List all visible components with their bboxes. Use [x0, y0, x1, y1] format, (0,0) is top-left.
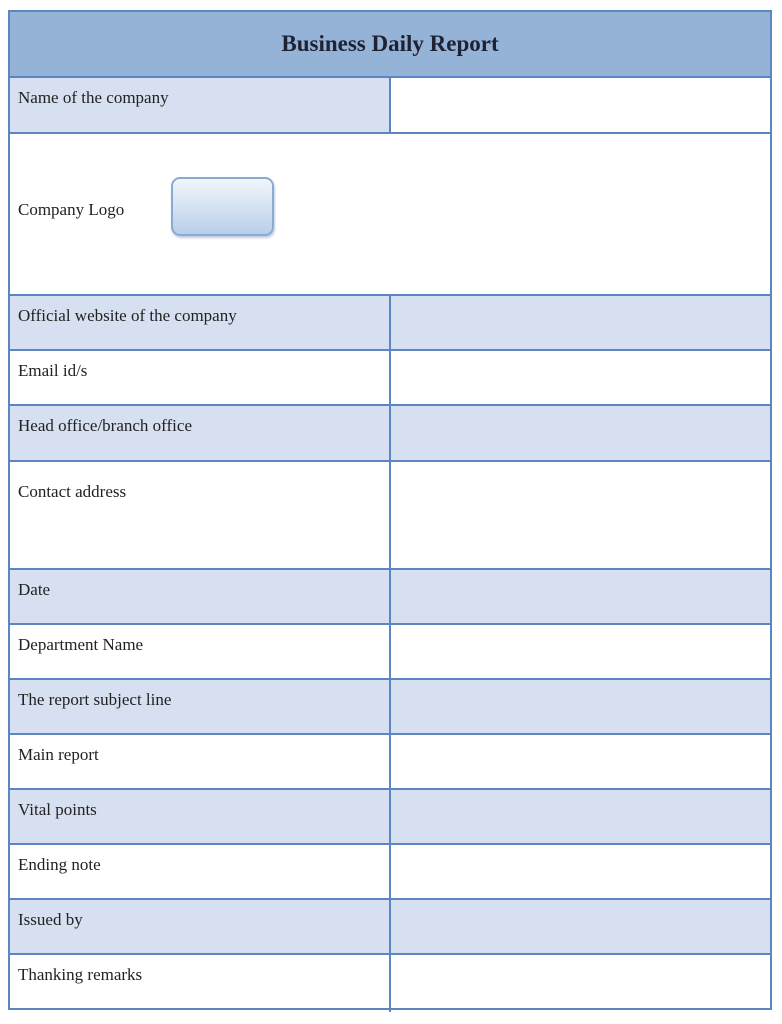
- issued-by-input[interactable]: [391, 900, 770, 953]
- department-input[interactable]: [391, 625, 770, 678]
- row-vital-points: [10, 790, 770, 845]
- field-label: Vital points: [10, 790, 391, 843]
- row-thanking: [10, 955, 770, 1012]
- field-label: Email id/s: [10, 351, 391, 404]
- field-label: Contact address: [10, 462, 391, 568]
- field-label: Thanking remarks: [10, 955, 391, 1012]
- address-input[interactable]: [391, 462, 770, 568]
- row-date: [10, 570, 770, 625]
- row-main-report: [10, 735, 770, 790]
- field-label: Department Name: [10, 625, 391, 678]
- form-title: Business Daily Report: [10, 12, 770, 78]
- row-website: [10, 296, 770, 351]
- row-ending-note: [10, 845, 770, 900]
- thanking-input[interactable]: [391, 955, 770, 1012]
- report-form: [8, 10, 772, 1010]
- logo-placeholder[interactable]: [171, 177, 274, 236]
- date-input[interactable]: [391, 570, 770, 623]
- field-label: Main report: [10, 735, 391, 788]
- row-address: [10, 462, 770, 570]
- row-company-name: [10, 78, 770, 134]
- office-input[interactable]: [391, 406, 770, 460]
- field-label: Head office/branch office: [10, 406, 391, 460]
- field-label: Official website of the company: [10, 296, 391, 349]
- row-department: [10, 625, 770, 680]
- subject-input[interactable]: [391, 680, 770, 733]
- field-label: The report subject line: [10, 680, 391, 733]
- ending-note-input[interactable]: [391, 845, 770, 898]
- row-subject: [10, 680, 770, 735]
- company-name-input[interactable]: [391, 78, 770, 132]
- row-issued-by: [10, 900, 770, 955]
- field-label: Ending note: [10, 845, 391, 898]
- main-report-input[interactable]: [391, 735, 770, 788]
- website-input[interactable]: [391, 296, 770, 349]
- field-label: Issued by: [10, 900, 391, 953]
- field-label: Date: [10, 570, 391, 623]
- row-office: [10, 406, 770, 462]
- row-company-logo: [10, 134, 770, 296]
- email-input[interactable]: [391, 351, 770, 404]
- field-label: Company Logo: [18, 200, 125, 219]
- row-email: [10, 351, 770, 406]
- field-label: Name of the company: [10, 78, 391, 132]
- vital-points-input[interactable]: [391, 790, 770, 843]
